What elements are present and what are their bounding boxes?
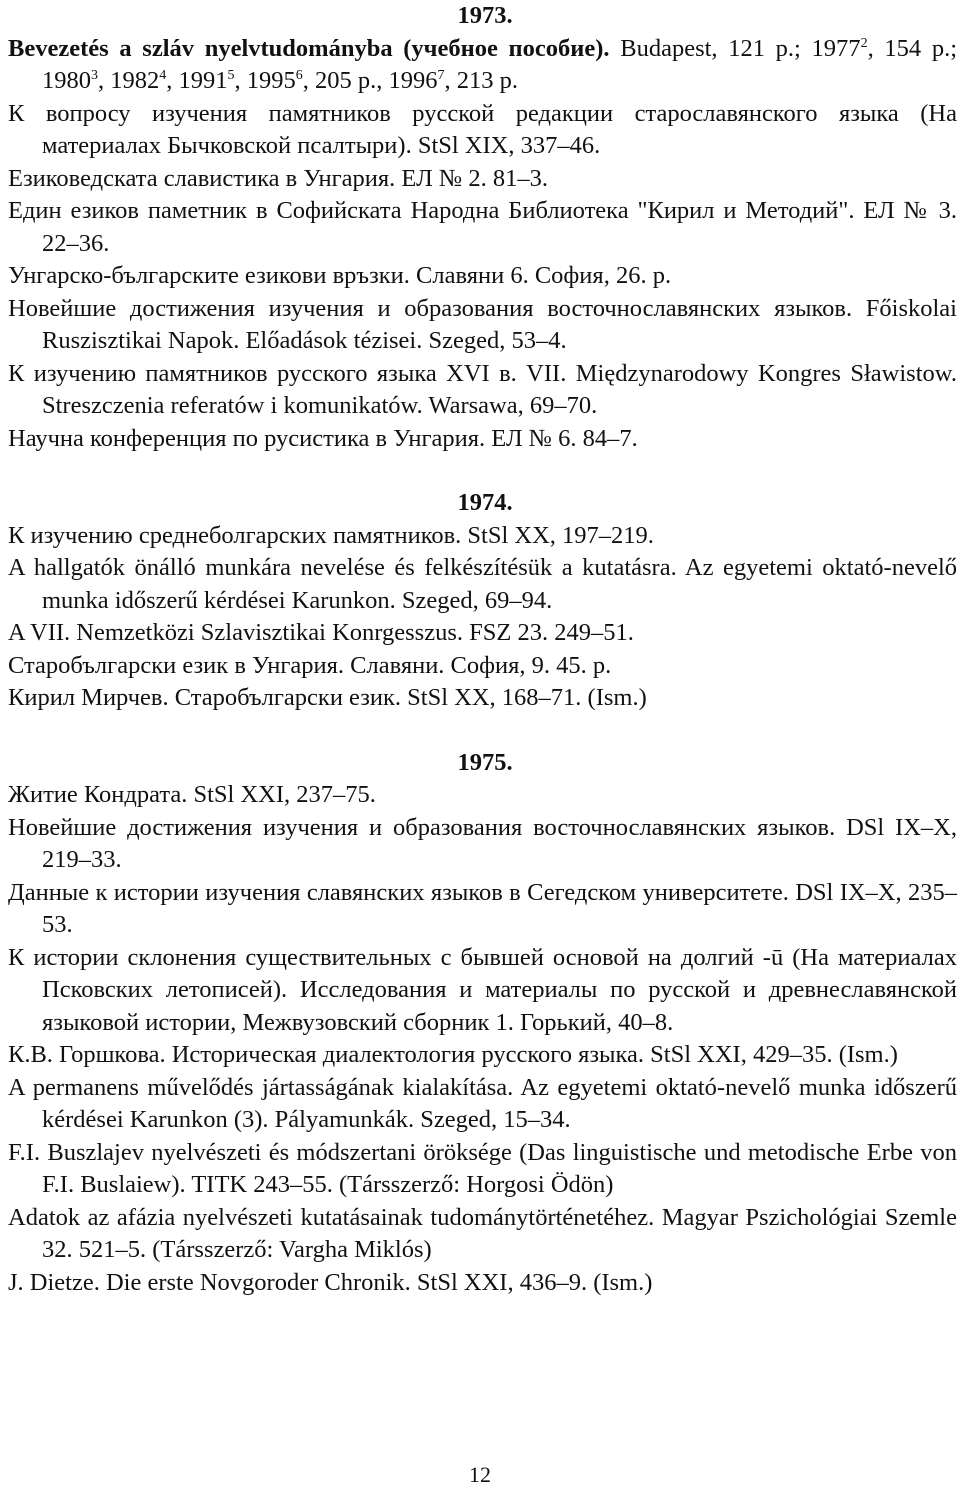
bibliography-entry: F.I. Buszlajev nyelvészeti és módszertani öröksége (Das linguistische und metodische Erbe von F.I. Buslaiew). TITK 243–55. (Társszerző: Horgosi Ödön): [8, 1138, 957, 1198]
bibliography-entry: Един езиков паметник в Софийската Народна Библиотека "Кирил и Методий". ЕЛ № 3. 22–36.: [8, 197, 957, 257]
bibliography-entry: Старобългарски език в Унгария. Славяни. София, 9. 45. p.: [8, 651, 612, 679]
bibliography-entry: A hallgatók önálló munkára nevelése és felkészítésük a kutatásra. Az egyetemi oktató-nevelő munka időszerű kérdései Karunkon. Szeged, 69–94.: [8, 554, 957, 614]
bibliography-entry: К изучению памятников русского языка XVI в. VII. Międzynarodowy Kongres Sławistow. Streszczenia referatów i komunikatów. Warsawa, 69–70.: [8, 359, 957, 419]
year-section: [0, 487, 960, 715]
bibliography-entry: Новейшие достижения изучения и образования восточнославянских языков. Főiskolai Ruszisztikai Napok. Előadások tézisei. Szeged, 53–4.: [8, 294, 957, 354]
bibliography-entry: J. Dietze. Die erste Novgoroder Chronik. StSl XXI, 436–9. (Ism.): [8, 1268, 653, 1296]
bibliography-entry: Унгарско-българските езикови връзки. Славяни 6. София, 26. p.: [8, 262, 672, 289]
bibliography-entry: К изучению среднеболгарских памятников. StSl XX, 197–219.: [8, 521, 654, 549]
entry-text: , 1982: [98, 67, 160, 94]
bibliography-entry: К истории склонения существительных с бывшей основой на долгий -ū (На материалах Псковских летописей). Исследования и материалы по русской и древнеславянской языковой истории, Межвузовский сборник 1. Горький, 40–8.: [8, 943, 957, 1036]
bibliography-entry: A permanens művelődés jártasságának kialakítása. Az egyetemi oktató-nevelő munka időszerű kérdései Karunkon (3). Pályamunkák. Szeged, 15–34.: [8, 1073, 957, 1133]
bibliography-entry: [4, 33, 957, 98]
edition-superscript: 4: [159, 67, 167, 83]
entry-title: Bevezetés a szláv nyelvtudományba (учебное пособие).: [8, 34, 610, 62]
year-heading: 1973.: [457, 2, 513, 29]
bibliography-entry: Езиковедската славистика в Унгария. ЕЛ № 2. 81–3.: [8, 164, 548, 192]
year-section: [0, 747, 960, 1300]
bibliography-entry: Научна конференция по русистика в Унгария. ЕЛ № 6. 84–7.: [8, 424, 638, 452]
edition-superscript: 2: [860, 35, 868, 51]
bibliography-entry: Кирил Мирчев. Старобългарски език. StSl XX, 168–71. (Ism.): [8, 684, 647, 711]
bibliography-entry: A VII. Nemzetközi Szlavisztikai Konrgesszus. FSZ 23. 249–51.: [8, 619, 634, 646]
entry-text: , 154 p.; 1980: [42, 34, 957, 94]
edition-superscript: 6: [295, 67, 303, 83]
bibliography-entry: Adatok az afázia nyelvészeti kutatásainak tudománytörténetéhez. Magyar Pszichológiai Szemle 32. 521–5. (Társszerző: Vargha Miklós): [8, 1203, 957, 1263]
edition-superscript: 3: [91, 67, 98, 83]
section-spacer: [0, 455, 960, 487]
bibliography-entry: Данные к истории изучения славянских языков в Сегедском университете. DSl IX–X, 235–53.: [8, 878, 957, 938]
entry-text: , 213 p.: [444, 67, 518, 94]
section-spacer: [0, 715, 960, 747]
page-number: 12: [469, 1462, 491, 1487]
bibliography-entry: Житие Кондрата. StSl XXI, 237–75.: [8, 781, 376, 808]
edition-superscript: 5: [227, 67, 235, 83]
year-heading: 1974.: [457, 489, 513, 516]
entry-text: Budapest, 121 p.; 1977: [609, 34, 861, 62]
entry-text: , 1995: [234, 67, 296, 94]
entry-text: , 1991: [166, 67, 228, 94]
edition-superscript: 7: [437, 67, 445, 83]
year-heading: 1975.: [457, 748, 513, 776]
year-section: [0, 0, 960, 455]
entry-text: , 205 p., 1996: [302, 67, 438, 94]
bibliography-entry: Новейшие достижения изучения и образования восточнославянских языков. DSl IX–X, 219–33.: [8, 813, 957, 873]
bibliography-entry: К.В. Горшкова. Историческая диалектология русского языка. StSl XXI, 429–35. (Ism.): [8, 1041, 898, 1068]
bibliography-entry: К вопросу изучения памятников русской редакции старославянского языка (На материалах Бычковской псалтыри). StSl XIX, 337–46.: [8, 99, 957, 159]
